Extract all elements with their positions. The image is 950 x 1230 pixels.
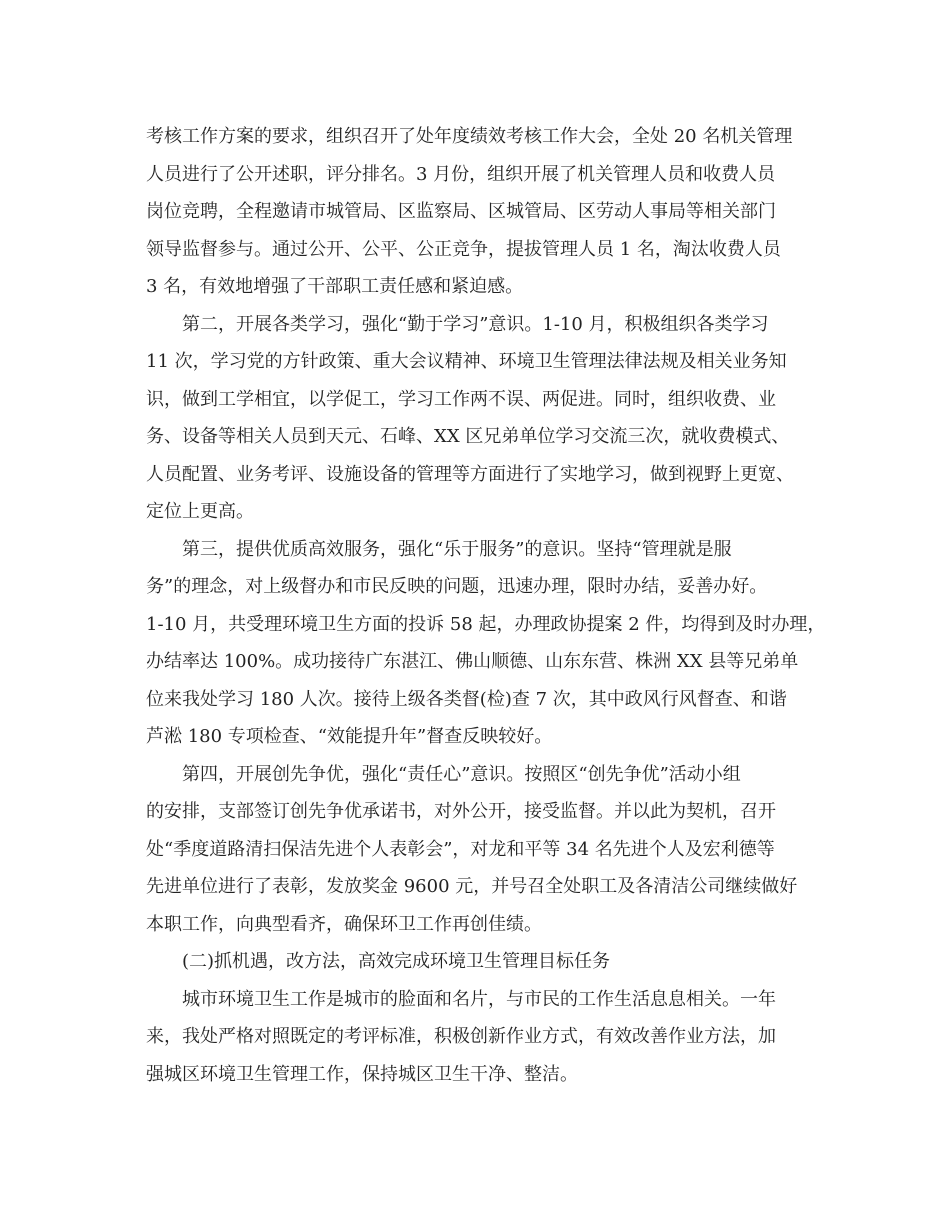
text-line: 3 名，有效地增强了干部职工责任感和紧迫感。 — [146, 276, 524, 297]
text-line: 先进单位进行了表彰，发放奖金 9600 元，并号召全处职工及各清洁公司继续做好 — [146, 876, 798, 897]
text-line: 1-10 月，共受理环境卫生方面的投诉 58 起，办理政协提案 2 件，均得到及时办理， — [146, 613, 826, 635]
text-line: 务”的理念，对上级督办和市民反映的问题，迅速办理，限时办结，妥善办好。 — [146, 576, 768, 597]
text-line: 第三，提供优质高效服务，强化“乐于服务”的意识。坚持“管理就是服 — [182, 538, 732, 560]
text-line: 处“季度道路清扫保洁先进个人表彰会”，对龙和平等 34 名先进个人及宏利德等 — [146, 838, 775, 860]
text-line: 城市环境卫生工作是城市的脸面和名片，与市民的工作生活息息相关。一年 — [182, 988, 776, 1010]
text-line: 11 次，学习党的方针政策、重大会议精神、环境卫生管理法律法规及相关业务知 — [146, 351, 787, 372]
text-line: 芦淞 180 专项检查、“效能提升年”督查反映较好。 — [146, 726, 553, 747]
text-line: 的安排，支部签订创先争优承诺书，对外公开，接受监督。并以此为契机，召开 — [146, 801, 776, 822]
text-line: 本职工作，向典型看齐，确保环卫工作再创佳绩。 — [146, 913, 542, 935]
text-line: 领导监督参与。通过公开、公平、公正竞争，提拔管理人员 1 名，淘汰收费人员 — [146, 238, 781, 260]
text-line: 来，我处严格对照既定的考评标准，积极创新作业方式，有效改善作业方法，加 — [146, 1026, 776, 1047]
text-line: 第四，开展创先争优，强化“责任心”意识。按照区“创先争优”活动小组 — [182, 763, 741, 785]
text-line: 人员进行了公开述职，评分排名。3 月份，组织开展了机关管理人员和收费人员 — [146, 163, 776, 185]
document-body — [146, 118, 826, 1093]
text-line: 定位上更高。 — [146, 501, 254, 522]
text-line: 第二，开展各类学习，强化“勤于学习”意识。1-10 月，积极组织各类学习 — [182, 313, 769, 335]
text-line: 考核工作方案的要求，组织召开了处年度绩效考核工作大会，全处 20 名机关管理 — [146, 126, 793, 147]
text-line: 位来我处学习 180 人次。接待上级各类督(检)查 7 次，其中政风行风督查、和谐 — [146, 688, 787, 710]
text-line: 办结率达 100%。成功接待广东湛江、佛山顺德、山东东营、株洲 XX 县等兄弟单 — [146, 651, 799, 672]
text-line: 强城区环境卫生管理工作，保持城区卫生干净、整洁。 — [146, 1063, 578, 1085]
text-line: 务、设备等相关人员到天元、石峰、XX 区兄弟单位学习交流三次，就收费模式、 — [146, 426, 790, 447]
text-line: 人员配置、业务考评、设施设备的管理等方面进行了实地学习，做到视野上更宽、 — [146, 463, 794, 485]
text-line: (二)抓机遇，改方法，高效完成环境卫生管理目标任务 — [182, 951, 611, 972]
text-line: 识，做到工学相宜，以学促工，学习工作两不误、两促进。同时，组织收费、业 — [146, 388, 776, 410]
text-line: 岗位竞聘，全程邀请市城管局、区监察局、区城管局、区劳动人事局等相关部门 — [146, 201, 776, 222]
